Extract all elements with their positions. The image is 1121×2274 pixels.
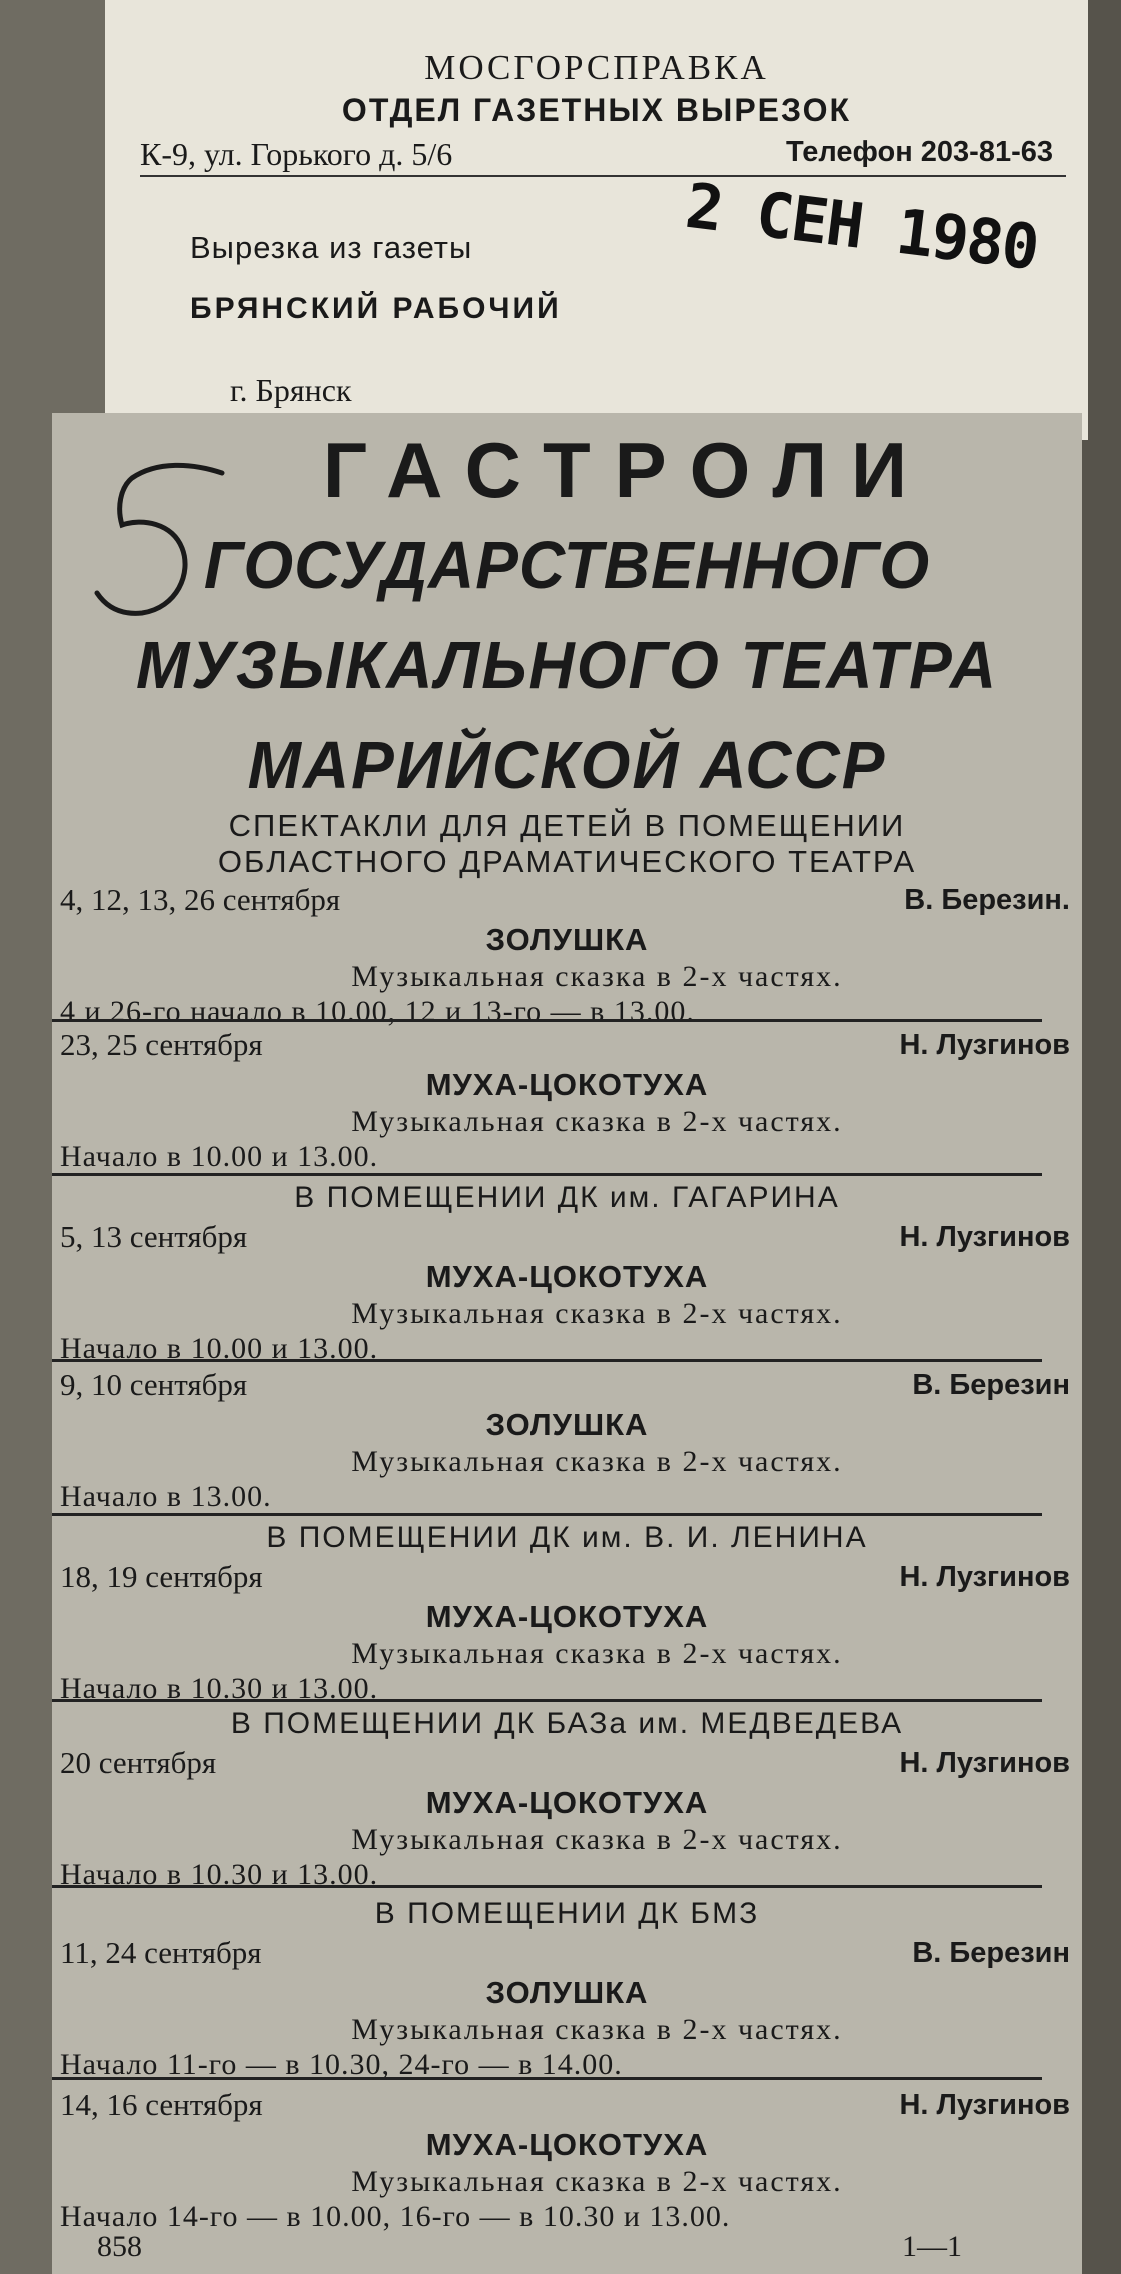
date-stamp: 2 СЕН 1980 bbox=[681, 168, 1042, 285]
entry-header bbox=[52, 1025, 1082, 1065]
entry-author: В. Березин bbox=[912, 1369, 1070, 1401]
subtitle-line-1: СПЕКТАКЛИ ДЛЯ ДЕТЕЙ В ПОМЕЩЕНИИ bbox=[228, 808, 906, 843]
show-title: МУХА-ЦОКОТУХА bbox=[425, 2127, 709, 2162]
entry-dates: 5, 13 сентября bbox=[60, 1219, 248, 1254]
venue-heading: В ПОМЕЩЕНИИ ДК БАЗа им. МЕДВЕДЕВА bbox=[230, 1707, 904, 1740]
entry-dates: 23, 25 сентября bbox=[60, 1027, 263, 1062]
entry-header bbox=[52, 1365, 1082, 1405]
schedule-entry bbox=[52, 2085, 1082, 2235]
entry-header bbox=[52, 2085, 1082, 2125]
headline-line-2: МУЗЫКАЛЬНОГО ТЕАТРА bbox=[135, 627, 999, 703]
venue-heading: В ПОМЕЩЕНИИ ДК им. ГАГАРИНА bbox=[294, 1181, 840, 1214]
divider bbox=[52, 1885, 1042, 1888]
show-times: 4 и 26-го начало в 10.00, 12 и 13-го — в 13.00. bbox=[60, 995, 695, 1028]
schedule-entry bbox=[52, 880, 1082, 1030]
divider bbox=[52, 1359, 1042, 1362]
show-title: МУХА-ЦОКОТУХА bbox=[425, 1599, 709, 1634]
entry-author: Н. Лузгинов bbox=[899, 1561, 1070, 1593]
show-title: МУХА-ЦОКОТУХА bbox=[425, 1785, 709, 1820]
show-description: Музыкальная сказка в 2-х частях. bbox=[351, 1637, 843, 1670]
department-name: ОТДЕЛ ГАЗЕТНЫХ ВЫРЕЗОК bbox=[341, 92, 852, 128]
schedule-entry bbox=[52, 1519, 1082, 1707]
show-description: Музыкальная сказка в 2-х частях. bbox=[351, 960, 843, 993]
show-times: Начало в 10.30 и 13.00. bbox=[60, 1672, 379, 1705]
entry-header bbox=[52, 1933, 1082, 1973]
clipping-service-slip bbox=[105, 0, 1088, 440]
show-description: Музыкальная сказка в 2-х частях. bbox=[351, 1823, 843, 1856]
entry-header bbox=[52, 880, 1082, 920]
show-times: Начало в 10.00 и 13.00. bbox=[60, 1140, 379, 1173]
entry-dates: 18, 19 сентября bbox=[60, 1559, 263, 1594]
newspaper-name: БРЯНСКИЙ РАБОЧИЙ bbox=[190, 292, 562, 325]
subtitle bbox=[52, 808, 1082, 880]
show-times: Начало в 10.30 и 13.00. bbox=[60, 1858, 379, 1891]
entry-dates: 11, 24 сентября bbox=[60, 1935, 262, 1970]
show-times: Начало 11-го — в 10.30, 24-го — в 14.00. bbox=[60, 2048, 623, 2081]
show-title: МУХА-ЦОКОТУХА bbox=[425, 1067, 709, 1102]
entry-author: В. Березин. bbox=[904, 884, 1070, 916]
show-title: МУХА-ЦОКОТУХА bbox=[425, 1259, 709, 1294]
show-title: ЗОЛУШКА bbox=[485, 1975, 649, 2010]
entry-header bbox=[52, 1557, 1082, 1597]
schedule-entry bbox=[52, 1179, 1082, 1367]
show-description: Музыкальная сказка в 2-х частях. bbox=[351, 1105, 843, 1138]
phone: Телефон 203-81-63 bbox=[785, 136, 1053, 168]
show-description: Музыкальная сказка в 2-х частях. bbox=[351, 1297, 843, 1330]
venue-heading: В ПОМЕЩЕНИИ ДК им. В. И. ЛЕНИНА bbox=[266, 1521, 868, 1554]
print-number: 858 bbox=[97, 2230, 142, 2263]
entry-author: Н. Лузгинов bbox=[899, 2089, 1070, 2121]
entry-header bbox=[52, 1217, 1082, 1257]
show-description: Музыкальная сказка в 2-х частях. bbox=[351, 1445, 843, 1478]
headline-line-1: ГОСУДАРСТВЕННОГО bbox=[203, 527, 931, 603]
show-title: ЗОЛУШКА bbox=[485, 1407, 649, 1442]
address: К-9, ул. Горького д. 5/6 bbox=[140, 136, 453, 172]
print-code: 1—1 bbox=[902, 2230, 962, 2263]
schedule-entry bbox=[52, 1025, 1082, 1175]
entry-author: Н. Лузгинов bbox=[899, 1747, 1070, 1779]
entry-author: Н. Лузгинов bbox=[899, 1221, 1070, 1253]
show-title: ЗОЛУШКА bbox=[485, 922, 649, 957]
divider bbox=[52, 1173, 1042, 1176]
subtitle-line-2: ОБЛАСТНОГО ДРАМАТИЧЕСКОГО ТЕАТРА bbox=[217, 844, 917, 879]
entry-header bbox=[52, 1743, 1082, 1783]
slip-divider bbox=[140, 175, 1066, 177]
org-name: МОСГОРСПРАВКА bbox=[424, 48, 769, 87]
show-times: Начало в 10.00 и 13.00. bbox=[60, 1332, 379, 1365]
divider bbox=[52, 2077, 1042, 2080]
entry-author: Н. Лузгинов bbox=[899, 1029, 1070, 1061]
headline-line-3: МАРИЙСКОЙ АССР bbox=[247, 727, 887, 803]
divider bbox=[52, 1699, 1042, 1702]
schedule-entry bbox=[52, 1365, 1082, 1515]
show-times: Начало в 13.00. bbox=[60, 1480, 272, 1513]
divider bbox=[52, 1513, 1042, 1516]
show-description: Музыкальная сказка в 2-х частях. bbox=[351, 2013, 843, 2046]
entry-dates: 9, 10 сентября bbox=[60, 1367, 248, 1402]
newspaper-clipping bbox=[52, 413, 1082, 2274]
entry-dates: 20 сентября bbox=[60, 1745, 217, 1780]
show-description: Музыкальная сказка в 2-х частях. bbox=[351, 2165, 843, 2198]
entry-author: В. Березин bbox=[912, 1937, 1070, 1969]
city: г. Брянск bbox=[230, 372, 352, 408]
schedule-entry bbox=[52, 1705, 1082, 1893]
venue-heading: В ПОМЕЩЕНИИ ДК БМЗ bbox=[374, 1897, 760, 1930]
entry-dates: 4, 12, 13, 26 сентября bbox=[60, 882, 341, 917]
tour-title: ГАСТРОЛИ bbox=[322, 426, 932, 514]
entry-dates: 14, 16 сентября bbox=[60, 2087, 263, 2122]
divider bbox=[52, 1019, 1042, 1022]
cut-from-label: Вырезка из газеты bbox=[190, 230, 473, 265]
schedule-entry bbox=[52, 1895, 1082, 2083]
address-line bbox=[140, 136, 1053, 173]
show-times: Начало 14-го — в 10.00, 16-го — в 10.30 и 13.00. bbox=[60, 2200, 731, 2233]
